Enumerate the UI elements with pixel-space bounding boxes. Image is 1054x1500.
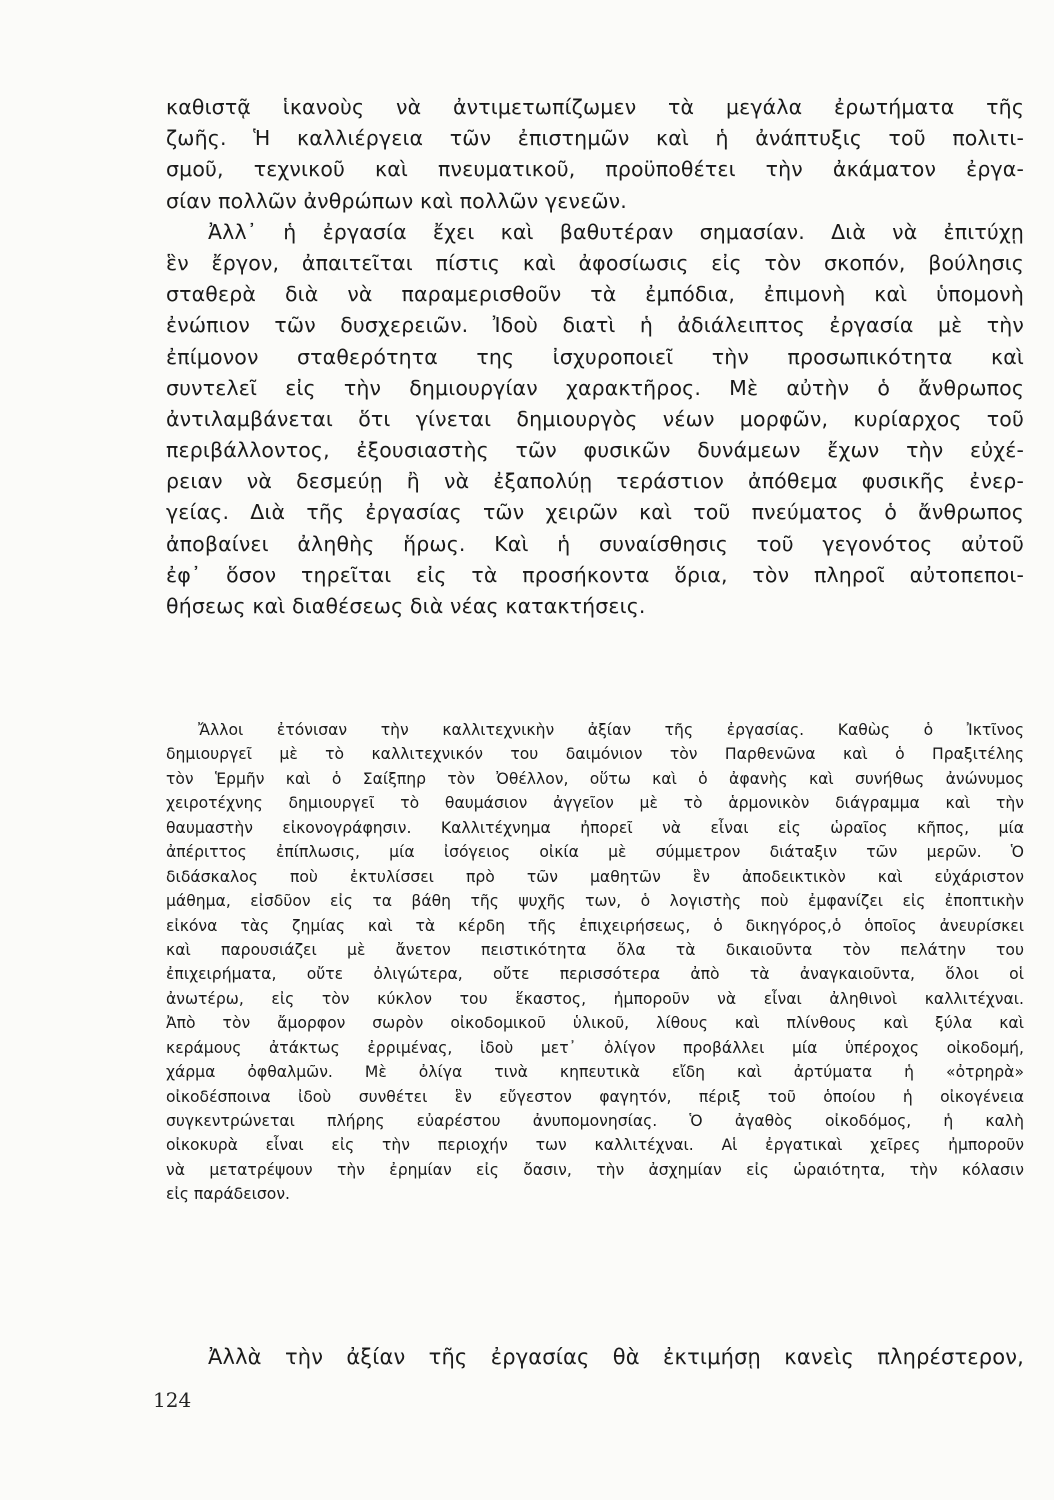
closing-paragraph (166, 1340, 1024, 1374)
page-number: 124 (153, 1388, 192, 1412)
text-line: ἐνώπιον τῶν δυσχερειῶν. Ἰδοὺ διατὶ ἡ ἀδιάλειπτος ἐργασία μὲ τὴν (166, 313, 1024, 338)
text-line: Ἄλλοι ἐτόνισαν τὴν καλλιτεχνικὴν ἀξίαν τῆς ἐργασίας. Καθὼς ὁ Ἰκτῖνος (198, 721, 1024, 739)
text-line: εἰς παράδεισον. (166, 1185, 290, 1204)
text-line: μάθημα, εἰσδῦον εἰς τα βάθη τῆς ψυχῆς των, ὁ λογιστὴς ποὺ ἐμφανίζει εἰς ἐποπτικὴν (166, 892, 1024, 911)
text-line: θαυμαστὴν εἰκονογράφησιν. Καλλιτέχνημα ἠπορεῖ νὰ εἶναι εἰς ὡραῖος κῆπος, μία (166, 818, 1024, 837)
text-line: διδάσκαλος ποὺ ἐκτυλίσσει πρὸ τῶν μαθητῶν ἓν ἀποδεικτικὸν καὶ εὐχάριστον (166, 867, 1024, 886)
text-line: ἓν ἔργον, ἀπαιτεῖται πίστις καὶ ἀφοσίωσις εἰς τὸν σκοπόν, βούλησις (166, 250, 1024, 275)
text-line: σταθερὰ διὰ νὰ παραμερισθοῦν τὰ ἐμπόδια, ἐπιμονὴ καὶ ὑπομονὴ (166, 282, 1024, 307)
text-line: καὶ παρουσιάζει μὲ ἄνετον πειστικότητα ὅλα τὰ δικαιοῦντα τὸν πελάτην του (166, 940, 1024, 959)
text-line: κεράμους ἀτάκτως ἐρριμένας, ἰδοὺ μετ᾽ ὀλίγον προβάλλει μία ὑπέροχος οἰκοδομή, (166, 1038, 1024, 1057)
text-line: χειροτέχνης δημιουργεῖ τὸ θαυμάσιον ἀγγεῖον μὲ τὸ ἁρμονικὸν διάγραμμα καὶ τὴν (166, 794, 1024, 813)
text-line: ἐπιχειρήματα, οὔτε ὀλιγώτερα, οὔτε περισσότερα ἀπὸ τὰ ἀναγκαιοῦντα, ὅλοι οἱ (166, 965, 1024, 984)
text-line: σίαν πολλῶν ἀνθρώπων καὶ πολλῶν γενεῶν. (166, 188, 627, 213)
text-line: ἀποβαίνει ἀληθὴς ἥρως. Καὶ ἡ συναίσθησις τοῦ γεγονότος αὐτοῦ (166, 531, 1024, 556)
text-line: ἀντιλαμβάνεται ὅτι γίνεται δημιουργὸς νέων μορφῶν, κυρίαρχος τοῦ (166, 406, 1024, 431)
text-line: ρειαν νὰ δεσμεύῃ ἢ νὰ ἐξαπολύῃ τεράστιον ἀπόθεμα φυσικῆς ἐνερ- (166, 469, 1024, 494)
text-line: Ἀπὸ τὸν ἄμορφον σωρὸν οἰκοδομικοῦ ὑλικοῦ, λίθους καὶ πλίνθους καὶ ξύλα καὶ (166, 1014, 1024, 1033)
text-line: νὰ μετατρέψουν τὴν ἐρημίαν εἰς ὄασιν, τὴν ἀσχημίαν εἰς ὡραιότητα, τὴν κόλασιν (166, 1160, 1024, 1179)
text-line: ἐφ᾽ ὅσον τηρεῖται εἰς τὰ προσήκοντα ὅρια, τὸν πληροῖ αὐτοπεποι- (166, 562, 1024, 587)
text-line: θήσεως καὶ διαθέσεως διὰ νέας κατακτήσεις. (166, 594, 646, 618)
text-line: σμοῦ, τεχνικοῦ καὶ πνευματικοῦ, προϋποθέτει τὴν ἀκάματον ἐργα- (166, 157, 1024, 182)
main-paragraphs (166, 92, 1024, 622)
text-line: ζωῆς. Ἡ καλλιέργεια τῶν ἐπιστημῶν καὶ ἡ ἀνάπτυξις τοῦ πολιτι- (166, 126, 1024, 151)
small-print-paragraph (166, 718, 1024, 1207)
text-line: καθιστᾷ ἱκανοὺς νὰ ἀντιμετωπίζωμεν τὰ μεγάλα ἐρωτήματα τῆς (166, 95, 1024, 119)
text-line: ἀπέριττος ἐπίπλωσις, μία ἰσόγειος οἰκία μὲ σύμμετρον διάταξιν τῶν μερῶν. Ὁ (166, 843, 1024, 862)
text-line: οἰκοδέσποινα ἰδοὺ συνθέτει ἓν εὔγεστον φαγητόν, πέριξ τοῦ ὁποίου ἡ οἰκογένεια (166, 1087, 1024, 1106)
text-line: ἀνωτέρω, εἰς τὸν κύκλον του ἕκαστος, ἠμποροῦν νὰ εἶναι ἀληθινοὶ καλλιτέχναι. (166, 989, 1024, 1008)
text-line: χάρμα ὀφθαλμῶν. Μὲ ὀλίγα τινὰ κηπευτικὰ εἴδη καὶ ἀρτύματα ἡ «ὀτρηρὰ» (166, 1063, 1024, 1082)
text-line: περιβάλλοντος, ἐξουσιαστὴς τῶν φυσικῶν δυνάμεων ἔχων τὴν εὐχέ- (166, 438, 1024, 463)
text-line: τὸν Ἑρμῆν καὶ ὁ Σαίξπηρ τὸν Ὀθέλλον, οὕτω καὶ ὁ ἀφανὴς καὶ συνήθως ἀνώνυμος (166, 769, 1024, 788)
text-line: ἐπίμονον σταθερότητα της ἰσχυροποιεῖ τὴν προσωπικότητα καὶ (166, 344, 1024, 369)
text-line: Ἀλλὰ τὴν ἀξίαν τῆς ἐργασίας θὰ ἐκτιμήσῃ κανεὶς πληρέστερον, (208, 1345, 1024, 1369)
text-line: γείας. Διὰ τῆς ἐργασίας τῶν χειρῶν καὶ τοῦ πνεύματος ὁ ἄνθρωπος (166, 500, 1024, 525)
text-line: οἰκοκυρὰ εἶναι εἰς τὴν περιοχήν των καλλιτέχναι. Αἱ ἐργατικαὶ χεῖρες ἠμποροῦν (166, 1136, 1024, 1155)
text-line: εἰκόνα τὰς ζημίας καὶ τὰ κέρδη τῆς ἐπιχειρήσεως, ὁ δικηγόρος,ὁ ὁποῖος ἀνευρίσκει (166, 916, 1024, 935)
text-line: δημιουργεῖ μὲ τὸ καλλιτεχνικόν του δαιμόνιον τὸν Παρθενῶνα καὶ ὁ Πραξιτέλης (166, 745, 1024, 764)
text-line: συντελεῖ εἰς τὴν δημιουργίαν χαρακτῆρος. Μὲ αὐτὴν ὁ ἄνθρωπος (166, 375, 1024, 400)
text-line: Ἀλλ᾽ ἡ ἐργασία ἔχει καὶ βαθυτέραν σημασίαν. Διὰ νὰ ἐπιτύχῃ (208, 219, 1024, 244)
text-line: συγκεντρώνεται πλήρης εὐαρέστου ἀνυπομονησίας. Ὁ ἀγαθὸς οἰκοδόμος, ἡ καλὴ (166, 1112, 1024, 1130)
